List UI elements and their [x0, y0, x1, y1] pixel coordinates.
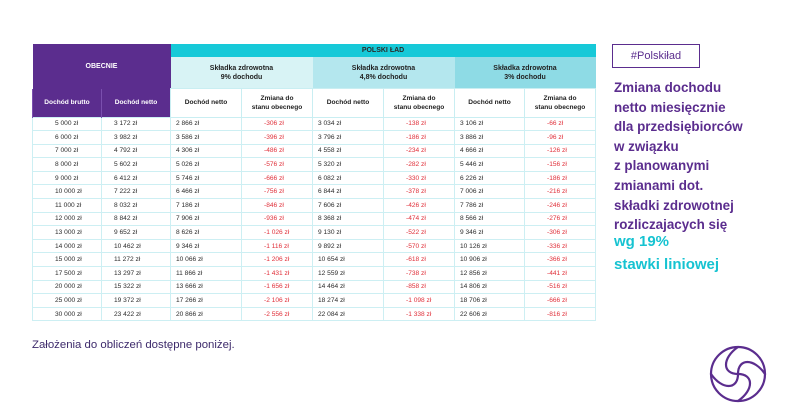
cell-netto-4-8: 22 084 zł — [313, 307, 384, 321]
table-row — [33, 171, 596, 185]
cell-change-9: -576 zł — [242, 158, 313, 172]
col-header-netto: Dochód netto — [102, 89, 171, 118]
cell-netto: 7 222 zł — [102, 185, 171, 199]
table-row — [33, 280, 596, 294]
cell-netto-4-8: 18 274 zł — [313, 294, 384, 308]
cell-netto: 15 322 zł — [102, 280, 171, 294]
cell-change-3: -816 zł — [525, 307, 596, 321]
col-header-zmiana-9: Zmiana do stanu obecnego — [242, 89, 313, 118]
cell-netto: 23 422 zł — [102, 307, 171, 321]
cell-change-4-8: -618 zł — [384, 253, 455, 267]
table-row — [33, 212, 596, 226]
cell-brutto: 12 000 zł — [33, 212, 102, 226]
cell-netto-3: 7 786 zł — [455, 199, 525, 213]
cell-change-9: -756 zł — [242, 185, 313, 199]
cell-netto-9: 11 866 zł — [171, 267, 242, 281]
cell-netto-3: 18 706 zł — [455, 294, 525, 308]
cell-change-4-8: -738 zł — [384, 267, 455, 281]
group-header-4-8: Składka zdrowotna 4,8% dochodu — [313, 57, 455, 89]
cell-change-4-8: -234 zł — [384, 144, 455, 158]
cell-netto-9: 7 186 zł — [171, 199, 242, 213]
table-row — [33, 239, 596, 253]
cell-change-9: -396 zł — [242, 131, 313, 145]
cell-netto-9: 8 626 zł — [171, 226, 242, 240]
cell-brutto: 13 000 zł — [33, 226, 102, 240]
cell-change-9: -1 656 zł — [242, 280, 313, 294]
cell-netto: 13 297 zł — [102, 267, 171, 281]
cell-netto-3: 3 886 zł — [455, 131, 525, 145]
cell-netto-4-8: 7 606 zł — [313, 199, 384, 213]
cell-netto-9: 5 026 zł — [171, 158, 242, 172]
cell-netto-3: 22 606 zł — [455, 307, 525, 321]
side-line: dla przedsiębiorców — [614, 119, 743, 135]
cell-netto-9: 17 266 zł — [171, 294, 242, 308]
cell-change-9: -1 116 zł — [242, 239, 313, 253]
cell-brutto: 17 500 zł — [33, 267, 102, 281]
group-header-3: Składka zdrowotna 3% dochodu — [455, 57, 596, 89]
cell-netto: 6 412 zł — [102, 171, 171, 185]
cell-netto-9: 4 306 zł — [171, 144, 242, 158]
cell-netto: 11 272 zł — [102, 253, 171, 267]
cell-netto: 5 602 zł — [102, 158, 171, 172]
table-row — [33, 307, 596, 321]
cell-brutto: 7 000 zł — [33, 144, 102, 158]
cell-netto-3: 7 006 zł — [455, 185, 525, 199]
cell-change-4-8: -282 zł — [384, 158, 455, 172]
cell-netto-9: 7 906 zł — [171, 212, 242, 226]
cell-change-9: -1 206 zł — [242, 253, 313, 267]
table-row — [33, 185, 596, 199]
col-header-brutto: Dochód brutto — [33, 89, 102, 118]
cell-netto-4-8: 9 130 zł — [313, 226, 384, 240]
table-row — [33, 294, 596, 308]
cell-netto-4-8: 14 464 zł — [313, 280, 384, 294]
cell-brutto: 20 000 zł — [33, 280, 102, 294]
cell-change-3: -66 zł — [525, 117, 596, 131]
side-line: składki zdrowotnej — [614, 197, 734, 213]
cell-netto-9: 13 666 zł — [171, 280, 242, 294]
header-polski-lad: POLSKI ŁAD — [171, 44, 596, 57]
col-header-dochod-netto-9: Dochód netto — [171, 89, 242, 118]
cell-change-3: -276 zł — [525, 212, 596, 226]
cell-netto: 4 792 zł — [102, 144, 171, 158]
table-row — [33, 226, 596, 240]
cell-change-4-8: -1 338 zł — [384, 307, 455, 321]
cell-netto: 8 032 zł — [102, 199, 171, 213]
cell-change-4-8: -474 zł — [384, 212, 455, 226]
cell-brutto: 30 000 zł — [33, 307, 102, 321]
cell-netto-4-8: 6 844 zł — [313, 185, 384, 199]
side-line: rozliczajacych się — [614, 217, 728, 233]
side-line: zmianami dot. — [614, 177, 704, 193]
cell-change-9: -486 zł — [242, 144, 313, 158]
group-header-9: Składka zdrowotna 9% dochodu — [171, 57, 313, 89]
cell-change-3: -126 zł — [525, 144, 596, 158]
cell-change-4-8: -138 zł — [384, 117, 455, 131]
cell-change-4-8: -522 zł — [384, 226, 455, 240]
col-header-dochod-netto-3: Dochód netto — [455, 89, 525, 118]
cell-change-3: -516 zł — [525, 280, 596, 294]
cell-change-3: -336 zł — [525, 239, 596, 253]
swirl-logo-icon — [708, 344, 768, 404]
cell-netto: 9 652 zł — [102, 226, 171, 240]
cell-netto-4-8: 12 559 zł — [313, 267, 384, 281]
cell-netto-9: 5 746 zł — [171, 171, 242, 185]
cell-brutto: 15 000 zł — [33, 253, 102, 267]
cell-netto-9: 20 866 zł — [171, 307, 242, 321]
cell-brutto: 11 000 zł — [33, 199, 102, 213]
table-body — [33, 117, 596, 321]
cell-change-3: -306 zł — [525, 226, 596, 240]
cell-change-9: -2 106 zł — [242, 294, 313, 308]
cell-change-4-8: -1 098 zł — [384, 294, 455, 308]
table-row — [33, 253, 596, 267]
cell-change-4-8: -570 zł — [384, 239, 455, 253]
cell-change-3: -441 zł — [525, 267, 596, 281]
cell-netto-3: 6 226 zł — [455, 171, 525, 185]
cell-netto-3: 10 906 zł — [455, 253, 525, 267]
table-row — [33, 131, 596, 145]
col-header-dochod-netto-4-8: Dochód netto — [313, 89, 384, 118]
table-row — [33, 158, 596, 172]
cell-netto-3: 9 346 zł — [455, 226, 525, 240]
footnote: Założenia do obliczeń dostępne poniżej. — [32, 339, 235, 351]
cell-netto-4-8: 6 082 zł — [313, 171, 384, 185]
cell-change-9: -846 zł — [242, 199, 313, 213]
cell-netto-9: 6 466 zł — [171, 185, 242, 199]
cell-brutto: 9 000 zł — [33, 171, 102, 185]
cell-netto-4-8: 8 368 zł — [313, 212, 384, 226]
cell-brutto: 10 000 zł — [33, 185, 102, 199]
cell-netto: 3 172 zł — [102, 117, 171, 131]
table-row — [33, 267, 596, 281]
side-description — [614, 78, 794, 235]
cell-change-9: -1 026 zł — [242, 226, 313, 240]
cell-brutto: 25 000 zł — [33, 294, 102, 308]
cell-brutto: 5 000 zł — [33, 117, 102, 131]
cell-netto-3: 8 566 zł — [455, 212, 525, 226]
cell-netto-3: 5 446 zł — [455, 158, 525, 172]
cell-change-9: -1 431 zł — [242, 267, 313, 281]
col-header-zmiana-3: Zmiana do stanu obecnego — [525, 89, 596, 118]
side-line: z planowanymi — [614, 158, 710, 174]
header-obecnie: OBECNIE — [33, 44, 171, 89]
cell-change-3: -186 zł — [525, 171, 596, 185]
cell-change-4-8: -186 zł — [384, 131, 455, 145]
cell-netto: 8 842 zł — [102, 212, 171, 226]
table-row — [33, 117, 596, 131]
side-line: w związku — [614, 138, 679, 154]
highlight-line: wg 19% — [614, 233, 670, 250]
cell-netto-4-8: 3 034 zł — [313, 117, 384, 131]
cell-netto-9: 2 866 zł — [171, 117, 242, 131]
cell-netto: 3 982 zł — [102, 131, 171, 145]
cell-netto: 10 462 zł — [102, 239, 171, 253]
side-line: Zmiana dochodu — [614, 80, 722, 95]
cell-change-3: -246 zł — [525, 199, 596, 213]
col-header-zmiana-4-8: Zmiana do stanu obecnego — [384, 89, 455, 118]
cell-netto-9: 10 066 zł — [171, 253, 242, 267]
cell-change-9: -936 zł — [242, 212, 313, 226]
cell-netto-3: 4 666 zł — [455, 144, 525, 158]
cell-change-3: -96 zł — [525, 131, 596, 145]
cell-netto-9: 9 346 zł — [171, 239, 242, 253]
cell-netto-3: 14 806 zł — [455, 280, 525, 294]
cell-netto-3: 10 126 zł — [455, 239, 525, 253]
cell-netto-4-8: 3 796 zł — [313, 131, 384, 145]
income-table — [32, 44, 596, 321]
side-line: netto miesięcznie — [614, 99, 726, 115]
cell-netto-4-8: 9 892 zł — [313, 239, 384, 253]
cell-netto-4-8: 5 320 zł — [313, 158, 384, 172]
cell-netto: 19 372 zł — [102, 294, 171, 308]
cell-change-9: -306 zł — [242, 117, 313, 131]
cell-brutto: 6 000 zł — [33, 131, 102, 145]
cell-netto-3: 12 856 zł — [455, 267, 525, 281]
cell-change-3: -366 zł — [525, 253, 596, 267]
cell-netto-4-8: 4 558 zł — [313, 144, 384, 158]
side-highlight — [614, 230, 794, 276]
cell-change-3: -216 zł — [525, 185, 596, 199]
cell-brutto: 14 000 zł — [33, 239, 102, 253]
cell-change-9: -2 556 zł — [242, 307, 313, 321]
cell-brutto: 8 000 zł — [33, 158, 102, 172]
cell-netto-9: 3 586 zł — [171, 131, 242, 145]
cell-change-9: -666 zł — [242, 171, 313, 185]
cell-netto-3: 3 106 zł — [455, 117, 525, 131]
highlight-line: stawki liniowej — [614, 256, 720, 273]
cell-change-4-8: -426 zł — [384, 199, 455, 213]
table-row — [33, 144, 596, 158]
cell-change-3: -156 zł — [525, 158, 596, 172]
cell-change-4-8: -330 zł — [384, 171, 455, 185]
cell-change-4-8: -378 zł — [384, 185, 455, 199]
hashtag-box: #Polskiład — [612, 44, 700, 68]
table-row — [33, 199, 596, 213]
income-table-container — [32, 44, 595, 321]
cell-change-3: -666 zł — [525, 294, 596, 308]
cell-change-4-8: -858 zł — [384, 280, 455, 294]
cell-netto-4-8: 10 654 zł — [313, 253, 384, 267]
